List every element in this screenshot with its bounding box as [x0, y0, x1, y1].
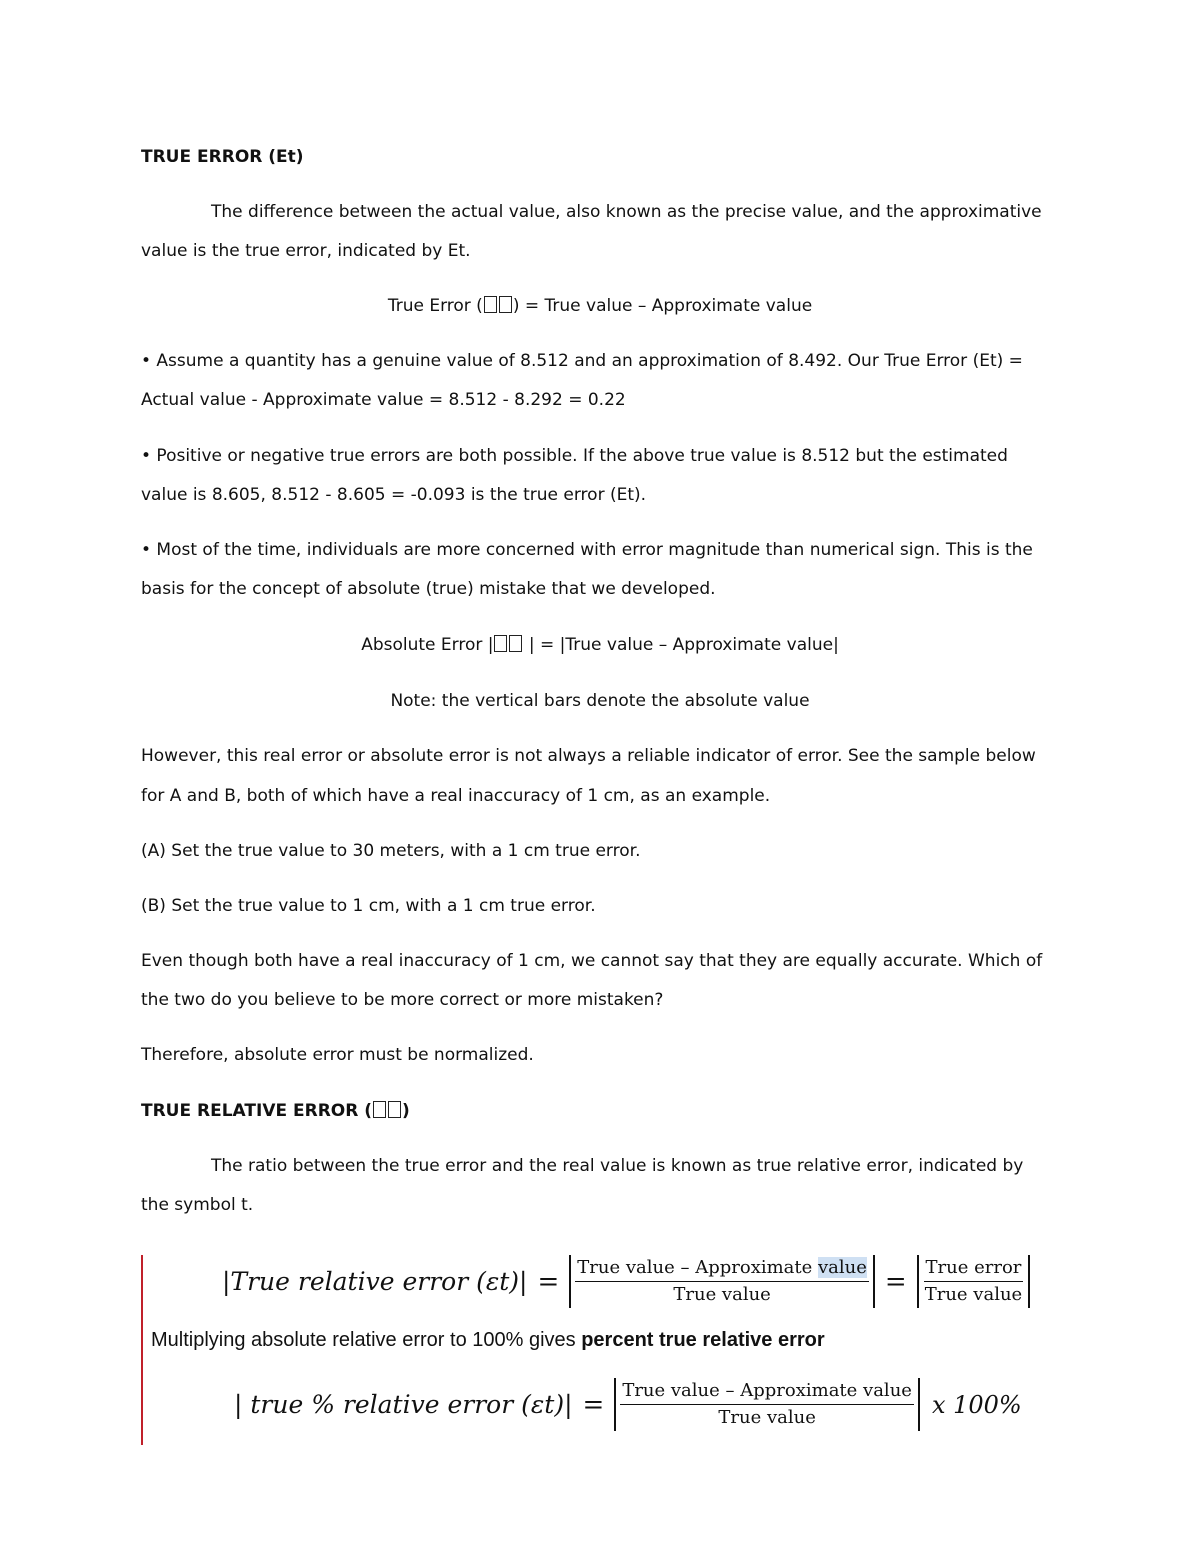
highlighted-text: value — [818, 1257, 867, 1278]
fraction-absolute — [569, 1255, 875, 1308]
note-line: Note: the vertical bars denote the absolute value — [390, 691, 810, 711]
paragraph-line: the two do you believe to be more correct or more mistaken? — [141, 990, 664, 1010]
section-heading-true-error: TRUE ERROR (Et) — [141, 147, 304, 167]
section-heading-true-relative-error — [141, 1100, 410, 1122]
paragraph-line: However, this real error or absolute error is not always a reliable indicator of error. See the sample below — [141, 746, 1036, 766]
paragraph-line: for A and B, both of which have a real inaccuracy of 1 cm, as an example. — [141, 786, 771, 806]
fraction-numerator: True error — [924, 1255, 1024, 1282]
fraction-absolute — [614, 1378, 920, 1431]
fraction-denominator: True value — [924, 1284, 1023, 1305]
fraction-denominator: True value — [718, 1407, 816, 1428]
equals-sign: = — [884, 1266, 907, 1297]
numerator-text: True value – Approximate — [577, 1257, 819, 1278]
equation-lhs: | true % relative error (εt)| — [234, 1390, 573, 1419]
formula-prefix: Absolute Error | — [361, 635, 494, 655]
fraction-numerator — [575, 1255, 869, 1282]
explanation-bold-text: percent true relative error — [581, 1329, 825, 1351]
heading-prefix: TRUE RELATIVE ERROR ( — [141, 1101, 373, 1121]
absolute-error-formula — [0, 634, 1200, 656]
missing-glyph-icon — [494, 635, 507, 652]
paragraph-line: The ratio between the true error and the real value is known as true relative error, indicated by — [211, 1156, 1024, 1176]
formula-suffix: ) = True value – Approximate value — [512, 296, 813, 316]
bullet-line: value is 8.605, 8.512 - 8.605 = -0.093 is the true error (Et). — [141, 485, 647, 505]
missing-glyph-icon — [484, 296, 497, 313]
bullet-line: • Positive or negative true errors are both possible. If the above true value is 8.512 but the estimated — [141, 446, 1008, 466]
equals-sign: = — [582, 1389, 605, 1420]
paragraph-line: Even though both have a real inaccuracy of 1 cm, we cannot say that they are equally accurate. Which of — [141, 951, 1043, 971]
paragraph-line: The difference between the actual value, also known as the precise value, and the approximative — [211, 202, 1042, 222]
true-error-formula — [0, 295, 1200, 317]
paragraph-line: value is the true error, indicated by Et. — [141, 241, 471, 261]
true-relative-error-equation — [222, 1255, 1030, 1308]
percent-relative-error-equation — [234, 1378, 1022, 1431]
fraction-numerator: True value – Approximate value — [620, 1378, 914, 1405]
equation-lhs: |True relative error (εt)| — [222, 1267, 528, 1296]
fraction-absolute — [917, 1255, 1030, 1308]
paragraph-line: the symbol t. — [141, 1195, 254, 1215]
multiplier: x 100% — [931, 1390, 1022, 1419]
formula-prefix: True Error ( — [387, 296, 483, 316]
missing-glyph-icon — [499, 296, 512, 313]
formula-suffix: | = |True value – Approximate value| — [523, 635, 839, 655]
equals-sign: = — [537, 1266, 560, 1297]
example-item-a: (A) Set the true value to 30 meters, with a 1 cm true error. — [141, 841, 641, 861]
bullet-line: • Assume a quantity has a genuine value of 8.512 and an approximation of 8.492. Our True Error (Et) = — [141, 351, 1023, 371]
example-item-b: (B) Set the true value to 1 cm, with a 1 cm true error. — [141, 896, 596, 916]
bullet-line: • Most of the time, individuals are more concerned with error magnitude than numerical sign. This is the — [141, 540, 1033, 560]
fraction-denominator: True value — [673, 1284, 771, 1305]
missing-glyph-icon — [509, 635, 522, 652]
paragraph-line: Therefore, absolute error must be normalized. — [141, 1045, 534, 1065]
change-bar — [141, 1255, 143, 1445]
percent-explanation — [151, 1329, 825, 1352]
missing-glyph-icon — [388, 1101, 401, 1118]
heading-suffix: ) — [402, 1101, 410, 1121]
bullet-line: basis for the concept of absolute (true) mistake that we developed. — [141, 579, 716, 599]
bullet-line: Actual value - Approximate value = 8.512 - 8.292 = 0.22 — [141, 390, 626, 410]
explanation-text: Multiplying absolute relative error to 100% gives — [151, 1329, 582, 1351]
missing-glyph-icon — [373, 1101, 386, 1118]
